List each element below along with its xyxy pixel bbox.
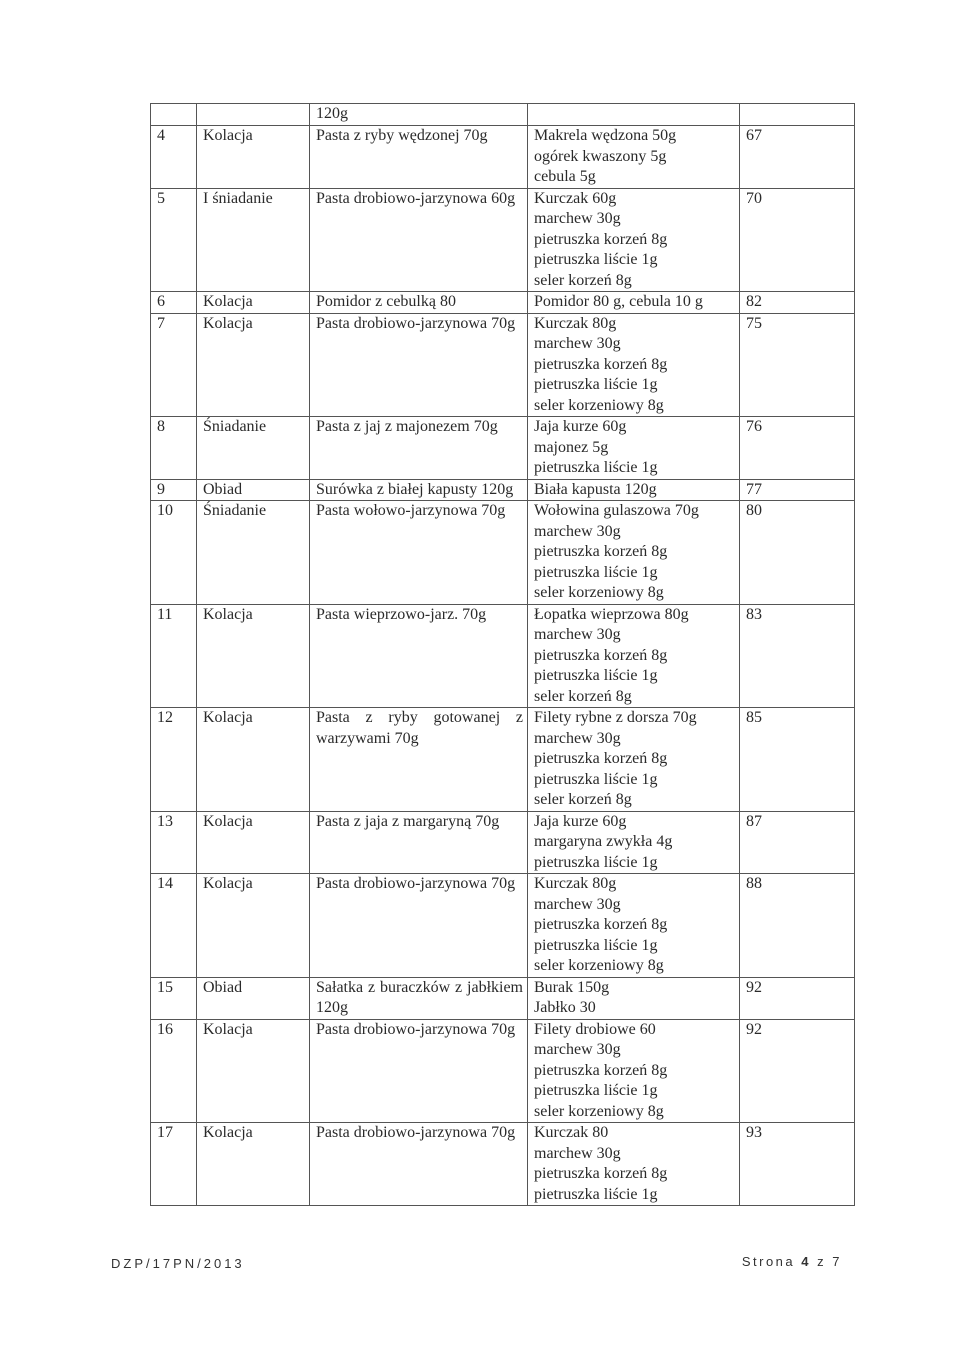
cell-kcal: 83 (740, 604, 855, 708)
cell-dish: Pasta z jaj z majonezem 70g (310, 417, 528, 480)
table-row (151, 417, 855, 480)
ingredient-line: Burak 150g (534, 978, 610, 996)
ingredient-line: marchew 30g (534, 1041, 621, 1058)
cell-ingredients (528, 313, 740, 417)
ingredient-line: pietruszka liście 1g (534, 563, 658, 581)
ingredient-line: seler korzeń 8g (534, 791, 632, 808)
ingredient-line: pietruszka liście 1g (534, 1082, 658, 1099)
cell-number (151, 104, 197, 126)
table-row (151, 188, 855, 292)
ingredient-line: seler korzeń 8g (534, 687, 632, 705)
cell-meal: Kolacja (197, 604, 310, 708)
page-sep: z (817, 1254, 827, 1269)
cell-ingredients (528, 479, 740, 501)
cell-meal: Kolacja (197, 126, 310, 189)
cell-ingredients (528, 501, 740, 605)
ingredient-line: pietruszka liście 1g (534, 936, 658, 954)
ingredient-line: pietruszka liście 1g (534, 376, 658, 393)
cell-ingredients (528, 874, 740, 978)
cell-dish: Sałatka z buraczków z jabłkiem 120g (310, 977, 528, 1019)
ingredient-line: pietruszka korzeń 8g (534, 750, 668, 767)
table-row (151, 126, 855, 189)
ingredient-line: marchew 30g (534, 210, 621, 227)
cell-number: 7 (151, 313, 197, 417)
cell-dish: Pasta drobiowo-jarzynowa 60g (310, 188, 528, 292)
cell-kcal: 92 (740, 1019, 855, 1123)
cell-ingredients (528, 708, 740, 812)
ingredient-line: Filety drobiowe 60 (534, 1020, 656, 1038)
ingredient-line: pietruszka liście 1g (534, 667, 658, 684)
ingredient-line: cebula 5g (534, 168, 596, 185)
cell-number: 12 (151, 708, 197, 812)
ingredient-line: seler korzeń 8g (534, 271, 632, 289)
cell-kcal: 77 (740, 479, 855, 501)
cell-meal: Obiad (197, 479, 310, 501)
table-row (151, 479, 855, 501)
ingredient-line: Biała kapusta 120g (534, 480, 657, 498)
table-row (151, 708, 855, 812)
ingredient-line: marchew 30g (534, 522, 621, 540)
page-current: 4 (801, 1254, 812, 1269)
cell-dish: 120g (310, 104, 528, 126)
table-row (151, 501, 855, 605)
cell-kcal: 75 (740, 313, 855, 417)
cell-kcal (740, 104, 855, 126)
cell-dish: Pasta z ryby wędzonej 70g (310, 126, 528, 189)
table-row-continuation (151, 104, 855, 126)
ingredient-line: pietruszka liście 1g (534, 1185, 658, 1203)
cell-ingredients (528, 104, 740, 126)
ingredient-line: pietruszka liście 1g (534, 770, 658, 788)
table-row (151, 977, 855, 1019)
ingredient-line: pietruszka korzeń 8g (534, 355, 668, 373)
table-row (151, 292, 855, 314)
ingredient-line: Filety rybne z dorsza 70g (534, 709, 697, 726)
cell-kcal: 87 (740, 811, 855, 874)
ingredient-line: seler korzeniowy 8g (534, 584, 664, 601)
ingredient-line: pietruszka korzeń 8g (534, 646, 668, 664)
cell-kcal: 80 (740, 501, 855, 605)
cell-dish: Pasta z ryby gotowanej z warzywami 70g (310, 708, 528, 812)
cell-dish: Surówka z białej kapusty 120g (310, 479, 528, 501)
page-total: 7 (832, 1254, 842, 1269)
cell-kcal: 82 (740, 292, 855, 314)
ingredient-line: Jaja kurze 60g (534, 812, 627, 830)
cell-number: 17 (151, 1123, 197, 1206)
ingredient-line: marchew 30g (534, 729, 621, 747)
ingredient-line: pietruszka korzeń 8g (534, 916, 668, 933)
ingredient-line: pietruszka liście 1g (534, 251, 658, 268)
cell-dish: Pasta wieprzowo-jarz. 70g (310, 604, 528, 708)
cell-ingredients (528, 811, 740, 874)
cell-meal: Kolacja (197, 811, 310, 874)
cell-ingredients (528, 1123, 740, 1206)
cell-meal: Kolacja (197, 874, 310, 978)
ingredient-line: pietruszka liście 1g (534, 853, 658, 871)
cell-kcal: 76 (740, 417, 855, 480)
cell-ingredients (528, 292, 740, 314)
cell-number: 11 (151, 604, 197, 708)
cell-kcal: 67 (740, 126, 855, 189)
cell-kcal: 93 (740, 1123, 855, 1206)
cell-dish: Pasta drobiowo-jarzynowa 70g (310, 874, 528, 978)
cell-meal (197, 104, 310, 126)
cell-meal: I śniadanie (197, 188, 310, 292)
cell-dish: Pasta z jaja z margaryną 70g (310, 811, 528, 874)
cell-kcal: 92 (740, 977, 855, 1019)
ingredient-line: seler korzeniowy 8g (534, 396, 664, 414)
table-row (151, 1123, 855, 1206)
cell-ingredients (528, 977, 740, 1019)
cell-meal: Kolacja (197, 1123, 310, 1206)
table-row (151, 313, 855, 417)
page-word: Strona (741, 1254, 796, 1269)
cell-kcal: 70 (740, 188, 855, 292)
ingredient-line: pietruszka korzeń 8g (534, 1061, 668, 1079)
cell-number: 13 (151, 811, 197, 874)
ingredient-line: Jaja kurze 60g (534, 418, 627, 435)
page-number (742, 1254, 842, 1269)
ingredient-line: seler korzeniowy 8g (534, 957, 664, 974)
cell-number: 8 (151, 417, 197, 480)
ingredient-line: Jabłko 30 (534, 999, 596, 1016)
cell-dish: Pasta drobiowo-jarzynowa 70g (310, 1123, 528, 1206)
ingredient-line: marchew 30g (534, 335, 621, 352)
table-row (151, 604, 855, 708)
ingredient-line: marchew 30g (534, 1144, 621, 1162)
table-row (151, 1019, 855, 1123)
cell-number: 15 (151, 977, 197, 1019)
ingredient-line: seler korzeniowy 8g (534, 1102, 664, 1120)
cell-kcal: 88 (740, 874, 855, 978)
table-row (151, 874, 855, 978)
cell-kcal: 85 (740, 708, 855, 812)
ingredient-line: majonez 5g (534, 438, 609, 456)
cell-ingredients (528, 604, 740, 708)
ingredient-line: Kurczak 80g (534, 314, 617, 332)
ingredient-line: Pomidor 80 g, cebula 10 g (534, 293, 703, 310)
cell-meal: Kolacja (197, 292, 310, 314)
ingredient-line: pietruszka korzeń 8g (534, 230, 668, 248)
ingredient-line: ogórek kwaszony 5g (534, 147, 667, 165)
ingredient-line: marchew 30g (534, 895, 621, 913)
cell-ingredients (528, 417, 740, 480)
cell-number: 4 (151, 126, 197, 189)
ingredient-line: Kurczak 60g (534, 189, 617, 207)
ingredient-line: pietruszka korzeń 8g (534, 543, 668, 560)
cell-dish: Pasta drobiowo-jarzynowa 70g (310, 313, 528, 417)
cell-number: 14 (151, 874, 197, 978)
ingredient-line: marchew 30g (534, 626, 621, 643)
cell-meal: Śniadanie (197, 501, 310, 605)
cell-number: 16 (151, 1019, 197, 1123)
ingredient-line: margaryna zwykła 4g (534, 833, 673, 850)
cell-number: 6 (151, 292, 197, 314)
cell-ingredients (528, 1019, 740, 1123)
cell-number: 5 (151, 188, 197, 292)
cell-meal: Kolacja (197, 313, 310, 417)
cell-ingredients (528, 188, 740, 292)
cell-dish: Pasta wołowo-jarzynowa 70g (310, 501, 528, 605)
cell-meal: Kolacja (197, 708, 310, 812)
menu-table-body (151, 104, 855, 1206)
menu-table (150, 103, 855, 1206)
ingredient-line: pietruszka liście 1g (534, 459, 658, 476)
document-code: DZP/17PN/2013 (111, 1256, 245, 1271)
table-row (151, 811, 855, 874)
cell-dish: Pomidor z cebulką 80 (310, 292, 528, 314)
cell-meal: Obiad (197, 977, 310, 1019)
ingredient-line: Łopatka wieprzowa 80g (534, 605, 689, 623)
cell-number: 10 (151, 501, 197, 605)
cell-ingredients (528, 126, 740, 189)
ingredient-line: pietruszka korzeń 8g (534, 1165, 668, 1182)
ingredient-line: Kurczak 80g (534, 875, 617, 892)
cell-number: 9 (151, 479, 197, 501)
cell-meal: Kolacja (197, 1019, 310, 1123)
ingredient-line: Kurczak 80 (534, 1124, 609, 1141)
ingredient-line: Makrela wędzona 50g (534, 127, 677, 144)
cell-dish: Pasta drobiowo-jarzynowa 70g (310, 1019, 528, 1123)
ingredient-line: Wołowina gulaszowa 70g (534, 502, 699, 519)
cell-meal: Śniadanie (197, 417, 310, 480)
